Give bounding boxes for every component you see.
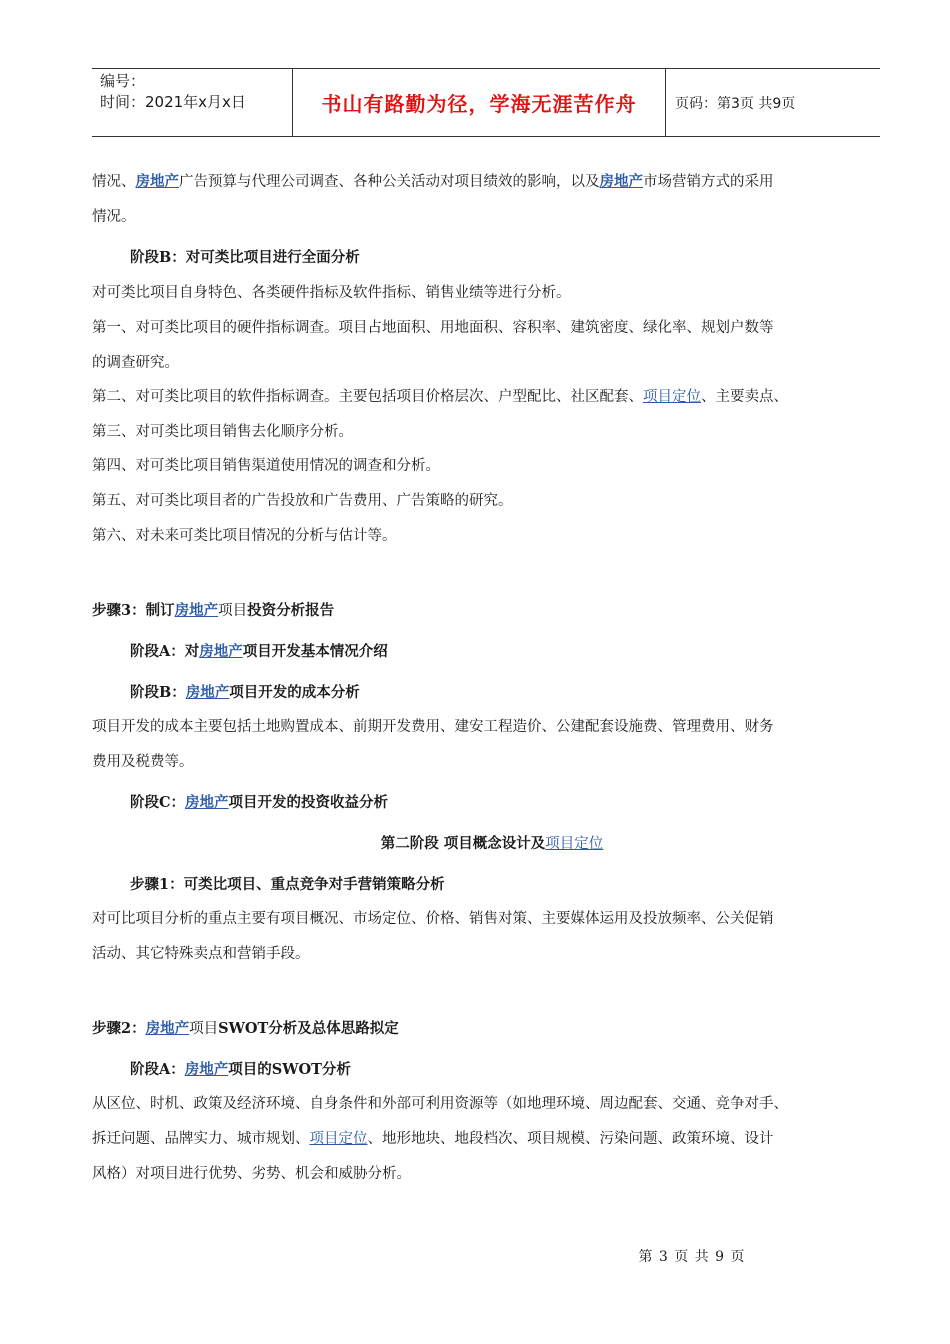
- link-real-estate[interactable]: 房地产: [135, 173, 179, 190]
- paragraph-line: 费用及税费等。: [92, 754, 194, 770]
- link-real-estate[interactable]: 房地产: [184, 1061, 229, 1078]
- paragraph-line: 情况、房地产广告预算与代理公司调查、各种公关活动对项目绩效的影响，以及房地产市场营销方式的采用: [92, 173, 774, 190]
- stage-heading: 阶段C：房地产项目开发的投资收益分析: [130, 794, 389, 811]
- step-heading: 步骤3：制订房地产项目投资分析报告: [92, 602, 335, 619]
- phase-heading: 第二阶段 项目概念设计及项目定位: [380, 835, 604, 852]
- link-real-estate[interactable]: 房地产: [185, 684, 230, 701]
- paragraph-line: 情况。: [92, 209, 136, 225]
- header-motto: 书山有路勤为径，学海无涯苦作舟: [293, 69, 666, 136]
- paragraph-line: 第一、对可类比项目的硬件指标调查。项目占地面积、用地面积、容积率、建筑密度、绿化率、规划户数等: [92, 320, 774, 336]
- paragraph-line: 第三、对可类比项目销售去化顺序分析。: [92, 424, 353, 440]
- link-real-estate[interactable]: 房地产: [599, 173, 643, 190]
- header-meta: [92, 69, 293, 136]
- step-heading: 步骤1：可类比项目、重点竞争对手营销策略分析: [130, 876, 445, 893]
- link-project-positioning[interactable]: 项目定位: [309, 1131, 368, 1147]
- link-project-positioning[interactable]: 项目定位: [545, 836, 604, 852]
- paragraph-line: 第四、对可类比项目销售渠道使用情况的调查和分析。: [92, 458, 440, 474]
- paragraph-line: 活动、其它特殊卖点和营销手段。: [92, 946, 310, 962]
- footer-page-number: 第 3 页 共 9 页: [638, 1249, 746, 1265]
- document-time: 时间：2021年x月x日: [100, 93, 246, 111]
- paragraph-line: 风格）对项目进行优势、劣势、机会和威胁分析。: [92, 1166, 411, 1182]
- link-real-estate[interactable]: 房地产: [145, 1020, 190, 1037]
- link-real-estate[interactable]: 房地产: [174, 602, 219, 619]
- paragraph-line: 第六、对未来可类比项目情况的分析与估计等。: [92, 528, 397, 544]
- step-heading: 步骤2：房地产项目SWOT分析及总体思路拟定: [92, 1020, 399, 1037]
- paragraph-line: 拆迁问题、品牌实力、城市规划、项目定位、地形地块、地段档次、项目规模、污染问题、政策环境、设计: [92, 1131, 774, 1147]
- paragraph-line: 对可类比项目自身特色、各类硬件指标及软件指标、销售业绩等进行分析。: [92, 285, 571, 301]
- page-footer: [0, 1246, 950, 1266]
- stage-heading: 阶段B：房地产项目开发的成本分析: [130, 684, 360, 701]
- stage-heading: 阶段A：对房地产项目开发基本情况介绍: [130, 643, 388, 660]
- paragraph-line: 项目开发的成本主要包括土地购置成本、前期开发费用、建安工程造价、公建配套设施费、管理费用、财务: [92, 719, 774, 735]
- stage-heading: 阶段A：房地产项目的SWOT分析: [130, 1061, 351, 1078]
- link-real-estate[interactable]: 房地产: [199, 643, 243, 660]
- paragraph-line: 从区位、时机、政策及经济环境、自身条件和外部可利用资源等（如地理环境、周边配套、交通、竞争对手、: [92, 1096, 788, 1112]
- paragraph-line: 第二、对可类比项目的软件指标调查。主要包括项目价格层次、户型配比、社区配套、项目定位、主要卖点、: [92, 389, 788, 405]
- paragraph-line: 对可比项目分析的重点主要有项目概况、市场定位、价格、销售对策、主要媒体运用及投放频率、公关促销: [92, 911, 774, 927]
- header-page-number: 页码：第3页 共9页: [675, 95, 796, 112]
- page-header: [92, 68, 880, 137]
- document-number: 编号：: [100, 72, 146, 90]
- paragraph-line: 的调查研究。: [92, 355, 179, 371]
- link-real-estate[interactable]: 房地产: [185, 794, 229, 811]
- paragraph-line: 第五、对可类比项目者的广告投放和广告费用、广告策略的研究。: [92, 493, 513, 509]
- stage-heading: 阶段B：对可类比项目进行全面分析: [130, 249, 360, 266]
- link-project-positioning[interactable]: 项目定位: [643, 389, 701, 405]
